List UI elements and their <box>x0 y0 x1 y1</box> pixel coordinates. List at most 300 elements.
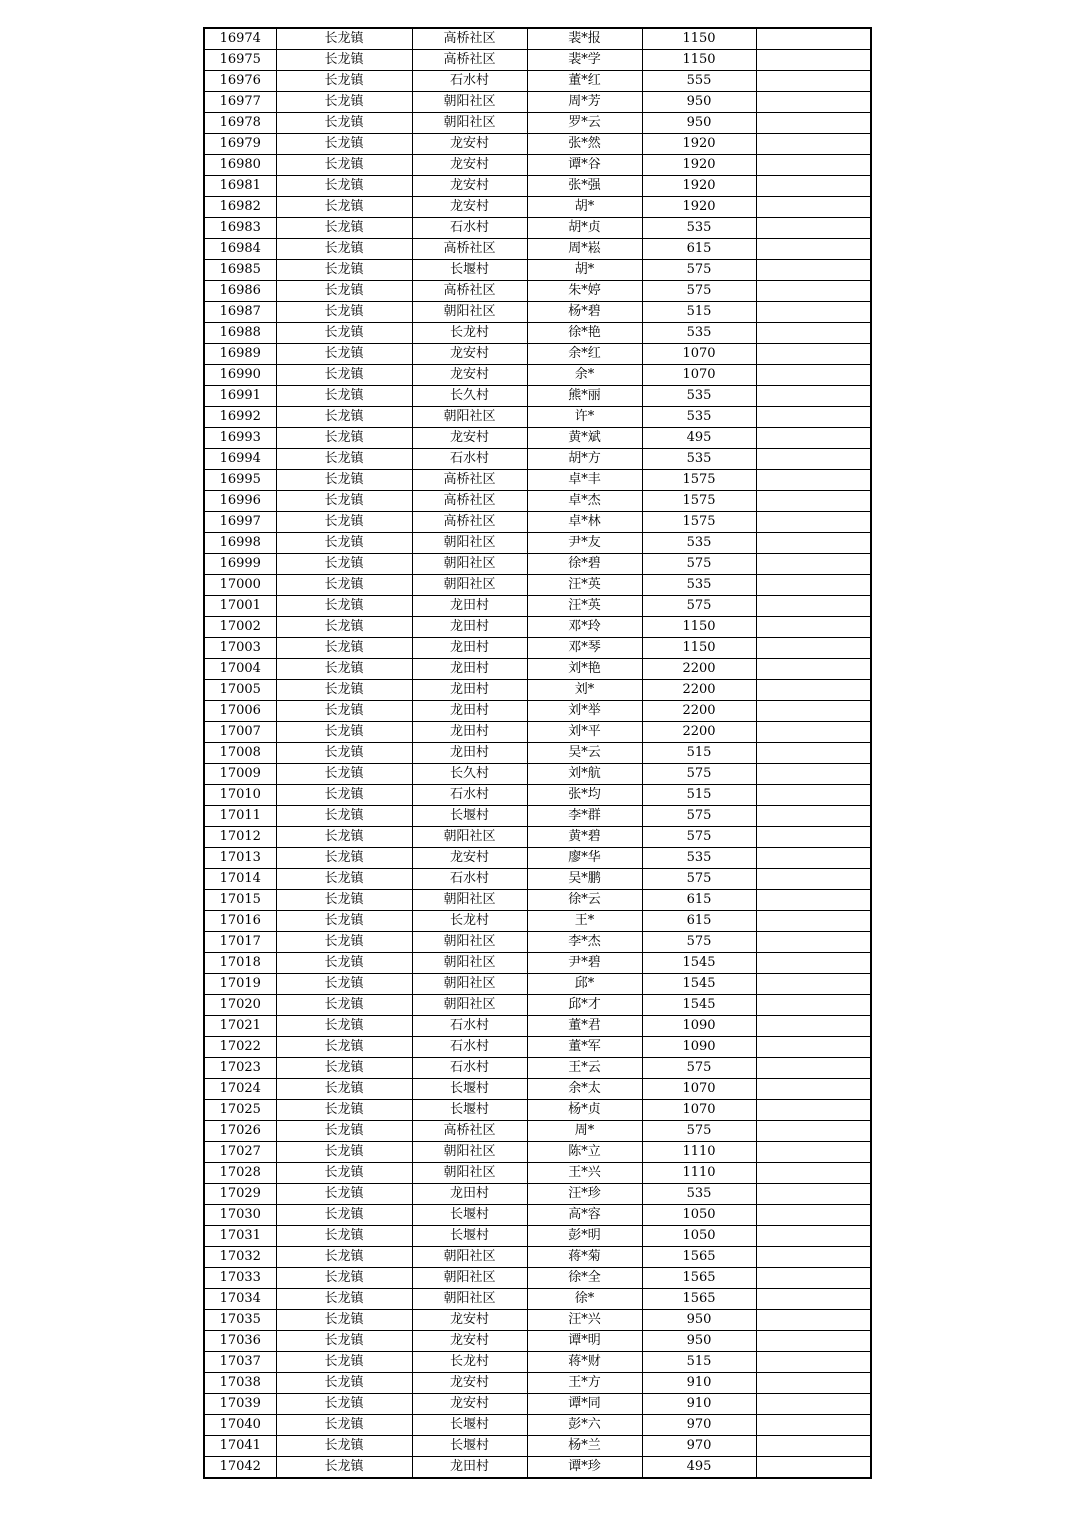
amount-cell: 2200 <box>642 701 756 722</box>
amount-cell: 1050 <box>642 1205 756 1226</box>
village-cell: 龙田村 <box>412 638 527 659</box>
amount-cell: 2200 <box>642 680 756 701</box>
name-cell: 汪*英 <box>527 575 642 596</box>
amount-cell: 950 <box>642 1331 756 1352</box>
amount-cell: 1090 <box>642 1016 756 1037</box>
amount-cell: 970 <box>642 1436 756 1457</box>
remark-cell <box>756 743 871 764</box>
village-cell: 石水村 <box>412 869 527 890</box>
row-number-cell: 17024 <box>204 1079 276 1100</box>
amount-cell: 515 <box>642 1352 756 1373</box>
village-cell: 龙安村 <box>412 1310 527 1331</box>
remark-cell <box>756 1268 871 1289</box>
amount-cell: 950 <box>642 113 756 134</box>
amount-cell: 535 <box>642 848 756 869</box>
remark-cell <box>756 470 871 491</box>
row-number-cell: 17035 <box>204 1310 276 1331</box>
village-cell: 朝阳社区 <box>412 302 527 323</box>
amount-cell: 615 <box>642 911 756 932</box>
row-number-cell: 16983 <box>204 218 276 239</box>
amount-cell: 1575 <box>642 512 756 533</box>
table-row <box>204 1121 871 1142</box>
row-number-cell: 17021 <box>204 1016 276 1037</box>
remark-cell <box>756 155 871 176</box>
remark-cell <box>756 1058 871 1079</box>
town-cell: 长龙镇 <box>276 722 412 743</box>
row-number-cell: 17011 <box>204 806 276 827</box>
row-number-cell: 17028 <box>204 1163 276 1184</box>
town-cell: 长龙镇 <box>276 176 412 197</box>
remark-cell <box>756 617 871 638</box>
table-row <box>204 932 871 953</box>
row-number-cell: 16981 <box>204 176 276 197</box>
name-cell: 杨*碧 <box>527 302 642 323</box>
remark-cell <box>756 134 871 155</box>
table-row <box>204 806 871 827</box>
town-cell: 长龙镇 <box>276 1457 412 1479</box>
table-body <box>204 28 871 1478</box>
row-number-cell: 17019 <box>204 974 276 995</box>
town-cell: 长龙镇 <box>276 764 412 785</box>
village-cell: 龙安村 <box>412 197 527 218</box>
name-cell: 胡* <box>527 260 642 281</box>
table-row <box>204 197 871 218</box>
town-cell: 长龙镇 <box>276 890 412 911</box>
table-row <box>204 911 871 932</box>
row-number-cell: 17003 <box>204 638 276 659</box>
remark-cell <box>756 554 871 575</box>
remark-cell <box>756 869 871 890</box>
town-cell: 长龙镇 <box>276 134 412 155</box>
row-number-cell: 17039 <box>204 1394 276 1415</box>
row-number-cell: 16980 <box>204 155 276 176</box>
table-row <box>204 281 871 302</box>
town-cell: 长龙镇 <box>276 407 412 428</box>
village-cell: 长龙村 <box>412 1352 527 1373</box>
table-row <box>204 1394 871 1415</box>
village-cell: 石水村 <box>412 71 527 92</box>
table-row <box>204 28 871 50</box>
remark-cell <box>756 764 871 785</box>
row-number-cell: 17010 <box>204 785 276 806</box>
amount-cell: 1070 <box>642 344 756 365</box>
town-cell: 长龙镇 <box>276 1142 412 1163</box>
town-cell: 长龙镇 <box>276 743 412 764</box>
remark-cell <box>756 995 871 1016</box>
amount-cell: 1920 <box>642 134 756 155</box>
amount-cell: 575 <box>642 764 756 785</box>
row-number-cell: 17041 <box>204 1436 276 1457</box>
remark-cell <box>756 932 871 953</box>
name-cell: 王* <box>527 911 642 932</box>
village-cell: 龙安村 <box>412 848 527 869</box>
name-cell: 卓*林 <box>527 512 642 533</box>
name-cell: 余*太 <box>527 1079 642 1100</box>
table-row <box>204 1037 871 1058</box>
table-row <box>204 176 871 197</box>
remark-cell <box>756 722 871 743</box>
town-cell: 长龙镇 <box>276 386 412 407</box>
row-number-cell: 17004 <box>204 659 276 680</box>
village-cell: 朝阳社区 <box>412 575 527 596</box>
remark-cell <box>756 1352 871 1373</box>
name-cell: 彭*六 <box>527 1415 642 1436</box>
town-cell: 长龙镇 <box>276 1121 412 1142</box>
row-number-cell: 17013 <box>204 848 276 869</box>
town-cell: 长龙镇 <box>276 365 412 386</box>
village-cell: 石水村 <box>412 785 527 806</box>
amount-cell: 515 <box>642 743 756 764</box>
row-number-cell: 16978 <box>204 113 276 134</box>
row-number-cell: 16977 <box>204 92 276 113</box>
name-cell: 余* <box>527 365 642 386</box>
village-cell: 龙安村 <box>412 176 527 197</box>
name-cell: 余*红 <box>527 344 642 365</box>
town-cell: 长龙镇 <box>276 92 412 113</box>
amount-cell: 535 <box>642 449 756 470</box>
town-cell: 长龙镇 <box>276 260 412 281</box>
row-number-cell: 17042 <box>204 1457 276 1479</box>
amount-cell: 1150 <box>642 50 756 71</box>
town-cell: 长龙镇 <box>276 617 412 638</box>
amount-cell: 515 <box>642 302 756 323</box>
table-row <box>204 1331 871 1352</box>
table-row <box>204 974 871 995</box>
village-cell: 龙安村 <box>412 365 527 386</box>
name-cell: 蒋*财 <box>527 1352 642 1373</box>
town-cell: 长龙镇 <box>276 1247 412 1268</box>
row-number-cell: 17005 <box>204 680 276 701</box>
village-cell: 朝阳社区 <box>412 995 527 1016</box>
row-number-cell: 17020 <box>204 995 276 1016</box>
remark-cell <box>756 1457 871 1479</box>
name-cell: 尹*友 <box>527 533 642 554</box>
row-number-cell: 16997 <box>204 512 276 533</box>
table-row <box>204 575 871 596</box>
row-number-cell: 17000 <box>204 575 276 596</box>
town-cell: 长龙镇 <box>276 575 412 596</box>
remark-cell <box>756 785 871 806</box>
table-row <box>204 1415 871 1436</box>
town-cell: 长龙镇 <box>276 1100 412 1121</box>
name-cell: 刘*平 <box>527 722 642 743</box>
table-row <box>204 1247 871 1268</box>
town-cell: 长龙镇 <box>276 533 412 554</box>
table-row <box>204 1457 871 1479</box>
amount-cell: 535 <box>642 386 756 407</box>
village-cell: 高桥社区 <box>412 28 527 50</box>
name-cell: 罗*云 <box>527 113 642 134</box>
amount-cell: 1575 <box>642 491 756 512</box>
amount-cell: 575 <box>642 932 756 953</box>
amount-cell: 1150 <box>642 28 756 50</box>
table-row <box>204 512 871 533</box>
town-cell: 长龙镇 <box>276 827 412 848</box>
table-row <box>204 1142 871 1163</box>
village-cell: 龙安村 <box>412 134 527 155</box>
name-cell: 徐*艳 <box>527 323 642 344</box>
amount-cell: 1545 <box>642 953 756 974</box>
village-cell: 龙田村 <box>412 680 527 701</box>
row-number-cell: 17029 <box>204 1184 276 1205</box>
village-cell: 高桥社区 <box>412 239 527 260</box>
name-cell: 廖*华 <box>527 848 642 869</box>
amount-cell: 1110 <box>642 1142 756 1163</box>
row-number-cell: 17007 <box>204 722 276 743</box>
row-number-cell: 17023 <box>204 1058 276 1079</box>
table-row <box>204 554 871 575</box>
remark-cell <box>756 848 871 869</box>
table-row <box>204 302 871 323</box>
name-cell: 尹*碧 <box>527 953 642 974</box>
table-row <box>204 1079 871 1100</box>
name-cell: 王*方 <box>527 1373 642 1394</box>
table-row <box>204 890 871 911</box>
village-cell: 龙安村 <box>412 1373 527 1394</box>
town-cell: 长龙镇 <box>276 1205 412 1226</box>
remark-cell <box>756 239 871 260</box>
row-number-cell: 16976 <box>204 71 276 92</box>
amount-cell: 1110 <box>642 1163 756 1184</box>
amount-cell: 1545 <box>642 974 756 995</box>
amount-cell: 555 <box>642 71 756 92</box>
village-cell: 长龙村 <box>412 911 527 932</box>
amount-cell: 615 <box>642 239 756 260</box>
table-row <box>204 848 871 869</box>
name-cell: 朱*婷 <box>527 281 642 302</box>
town-cell: 长龙镇 <box>276 50 412 71</box>
row-number-cell: 16979 <box>204 134 276 155</box>
village-cell: 长堰村 <box>412 1415 527 1436</box>
table-row <box>204 1058 871 1079</box>
name-cell: 杨*贞 <box>527 1100 642 1121</box>
name-cell: 刘* <box>527 680 642 701</box>
village-cell: 龙田村 <box>412 617 527 638</box>
name-cell: 邓*琴 <box>527 638 642 659</box>
name-cell: 徐*碧 <box>527 554 642 575</box>
name-cell: 董*君 <box>527 1016 642 1037</box>
village-cell: 长堰村 <box>412 1226 527 1247</box>
town-cell: 长龙镇 <box>276 974 412 995</box>
name-cell: 邱*才 <box>527 995 642 1016</box>
remark-cell <box>756 1436 871 1457</box>
village-cell: 朝阳社区 <box>412 974 527 995</box>
town-cell: 长龙镇 <box>276 638 412 659</box>
village-cell: 石水村 <box>412 218 527 239</box>
name-cell: 蒋*菊 <box>527 1247 642 1268</box>
table-row <box>204 1226 871 1247</box>
table-row <box>204 470 871 491</box>
name-cell: 周* <box>527 1121 642 1142</box>
amount-cell: 535 <box>642 1184 756 1205</box>
row-number-cell: 17038 <box>204 1373 276 1394</box>
remark-cell <box>756 1016 871 1037</box>
village-cell: 龙田村 <box>412 1457 527 1479</box>
town-cell: 长龙镇 <box>276 323 412 344</box>
row-number-cell: 16985 <box>204 260 276 281</box>
village-cell: 高桥社区 <box>412 281 527 302</box>
table-row <box>204 365 871 386</box>
town-cell: 长龙镇 <box>276 71 412 92</box>
name-cell: 胡*方 <box>527 449 642 470</box>
village-cell: 龙田村 <box>412 659 527 680</box>
remark-cell <box>756 1331 871 1352</box>
amount-cell: 575 <box>642 806 756 827</box>
table-row <box>204 1100 871 1121</box>
amount-cell: 1090 <box>642 1037 756 1058</box>
town-cell: 长龙镇 <box>276 785 412 806</box>
village-cell: 高桥社区 <box>412 1121 527 1142</box>
town-cell: 长龙镇 <box>276 554 412 575</box>
town-cell: 长龙镇 <box>276 869 412 890</box>
row-number-cell: 16992 <box>204 407 276 428</box>
town-cell: 长龙镇 <box>276 197 412 218</box>
town-cell: 长龙镇 <box>276 1352 412 1373</box>
table-row <box>204 1352 871 1373</box>
town-cell: 长龙镇 <box>276 1289 412 1310</box>
row-number-cell: 16999 <box>204 554 276 575</box>
village-cell: 朝阳社区 <box>412 92 527 113</box>
amount-cell: 495 <box>642 428 756 449</box>
remark-cell <box>756 533 871 554</box>
row-number-cell: 17014 <box>204 869 276 890</box>
row-number-cell: 17027 <box>204 1142 276 1163</box>
name-cell: 董*红 <box>527 71 642 92</box>
amount-cell: 1565 <box>642 1289 756 1310</box>
village-cell: 石水村 <box>412 1037 527 1058</box>
town-cell: 长龙镇 <box>276 470 412 491</box>
name-cell: 谭*同 <box>527 1394 642 1415</box>
town-cell: 长龙镇 <box>276 1163 412 1184</box>
table-row <box>204 785 871 806</box>
row-number-cell: 17001 <box>204 596 276 617</box>
village-cell: 龙安村 <box>412 428 527 449</box>
name-cell: 徐*全 <box>527 1268 642 1289</box>
name-cell: 邱* <box>527 974 642 995</box>
name-cell: 高*容 <box>527 1205 642 1226</box>
remark-cell <box>756 1121 871 1142</box>
row-number-cell: 16982 <box>204 197 276 218</box>
village-cell: 龙田村 <box>412 1184 527 1205</box>
town-cell: 长龙镇 <box>276 449 412 470</box>
village-cell: 长堰村 <box>412 1100 527 1121</box>
name-cell: 张*然 <box>527 134 642 155</box>
table-row <box>204 1268 871 1289</box>
amount-cell: 1565 <box>642 1268 756 1289</box>
table-row <box>204 638 871 659</box>
table-row <box>204 596 871 617</box>
table-row <box>204 1289 871 1310</box>
town-cell: 长龙镇 <box>276 806 412 827</box>
row-number-cell: 17034 <box>204 1289 276 1310</box>
row-number-cell: 16995 <box>204 470 276 491</box>
row-number-cell: 17032 <box>204 1247 276 1268</box>
table-row <box>204 533 871 554</box>
village-cell: 高桥社区 <box>412 470 527 491</box>
town-cell: 长龙镇 <box>276 113 412 134</box>
village-cell: 高桥社区 <box>412 50 527 71</box>
remark-cell <box>756 1205 871 1226</box>
table-row <box>204 134 871 155</box>
row-number-cell: 16988 <box>204 323 276 344</box>
row-number-cell: 16974 <box>204 28 276 50</box>
name-cell: 谭*明 <box>527 1331 642 1352</box>
town-cell: 长龙镇 <box>276 281 412 302</box>
name-cell: 王*兴 <box>527 1163 642 1184</box>
remark-cell <box>756 659 871 680</box>
village-cell: 朝阳社区 <box>412 1289 527 1310</box>
name-cell: 裴*学 <box>527 50 642 71</box>
amount-cell: 1070 <box>642 365 756 386</box>
row-number-cell: 16989 <box>204 344 276 365</box>
remark-cell <box>756 50 871 71</box>
amount-cell: 575 <box>642 281 756 302</box>
row-number-cell: 17016 <box>204 911 276 932</box>
town-cell: 长龙镇 <box>276 1058 412 1079</box>
table-row <box>204 113 871 134</box>
town-cell: 长龙镇 <box>276 1310 412 1331</box>
village-cell: 长堰村 <box>412 1079 527 1100</box>
amount-cell: 1565 <box>642 1247 756 1268</box>
town-cell: 长龙镇 <box>276 428 412 449</box>
village-cell: 长久村 <box>412 764 527 785</box>
village-cell: 朝阳社区 <box>412 1142 527 1163</box>
village-cell: 龙田村 <box>412 596 527 617</box>
amount-cell: 1070 <box>642 1100 756 1121</box>
table-row <box>204 239 871 260</box>
town-cell: 长龙镇 <box>276 1268 412 1289</box>
village-cell: 龙安村 <box>412 344 527 365</box>
remark-cell <box>756 113 871 134</box>
table-row <box>204 827 871 848</box>
town-cell: 长龙镇 <box>276 659 412 680</box>
name-cell: 胡*贞 <box>527 218 642 239</box>
table-row <box>204 155 871 176</box>
remark-cell <box>756 974 871 995</box>
remark-cell <box>756 1373 871 1394</box>
village-cell: 石水村 <box>412 449 527 470</box>
town-cell: 长龙镇 <box>276 28 412 50</box>
table-row <box>204 617 871 638</box>
remark-cell <box>756 911 871 932</box>
amount-cell: 1920 <box>642 197 756 218</box>
village-cell: 长堰村 <box>412 1436 527 1457</box>
table-row <box>204 869 871 890</box>
remark-cell <box>756 1163 871 1184</box>
amount-cell: 615 <box>642 890 756 911</box>
amount-cell: 535 <box>642 407 756 428</box>
amount-cell: 910 <box>642 1373 756 1394</box>
row-number-cell: 16984 <box>204 239 276 260</box>
table-row <box>204 218 871 239</box>
village-cell: 朝阳社区 <box>412 1268 527 1289</box>
name-cell: 杨*兰 <box>527 1436 642 1457</box>
town-cell: 长龙镇 <box>276 995 412 1016</box>
remark-cell <box>756 428 871 449</box>
row-number-cell: 17040 <box>204 1415 276 1436</box>
town-cell: 长龙镇 <box>276 1415 412 1436</box>
row-number-cell: 16987 <box>204 302 276 323</box>
name-cell: 谭*谷 <box>527 155 642 176</box>
row-number-cell: 17002 <box>204 617 276 638</box>
village-cell: 朝阳社区 <box>412 113 527 134</box>
town-cell: 长龙镇 <box>276 1184 412 1205</box>
town-cell: 长龙镇 <box>276 1331 412 1352</box>
town-cell: 长龙镇 <box>276 596 412 617</box>
remark-cell <box>756 1079 871 1100</box>
name-cell: 徐* <box>527 1289 642 1310</box>
amount-cell: 575 <box>642 554 756 575</box>
